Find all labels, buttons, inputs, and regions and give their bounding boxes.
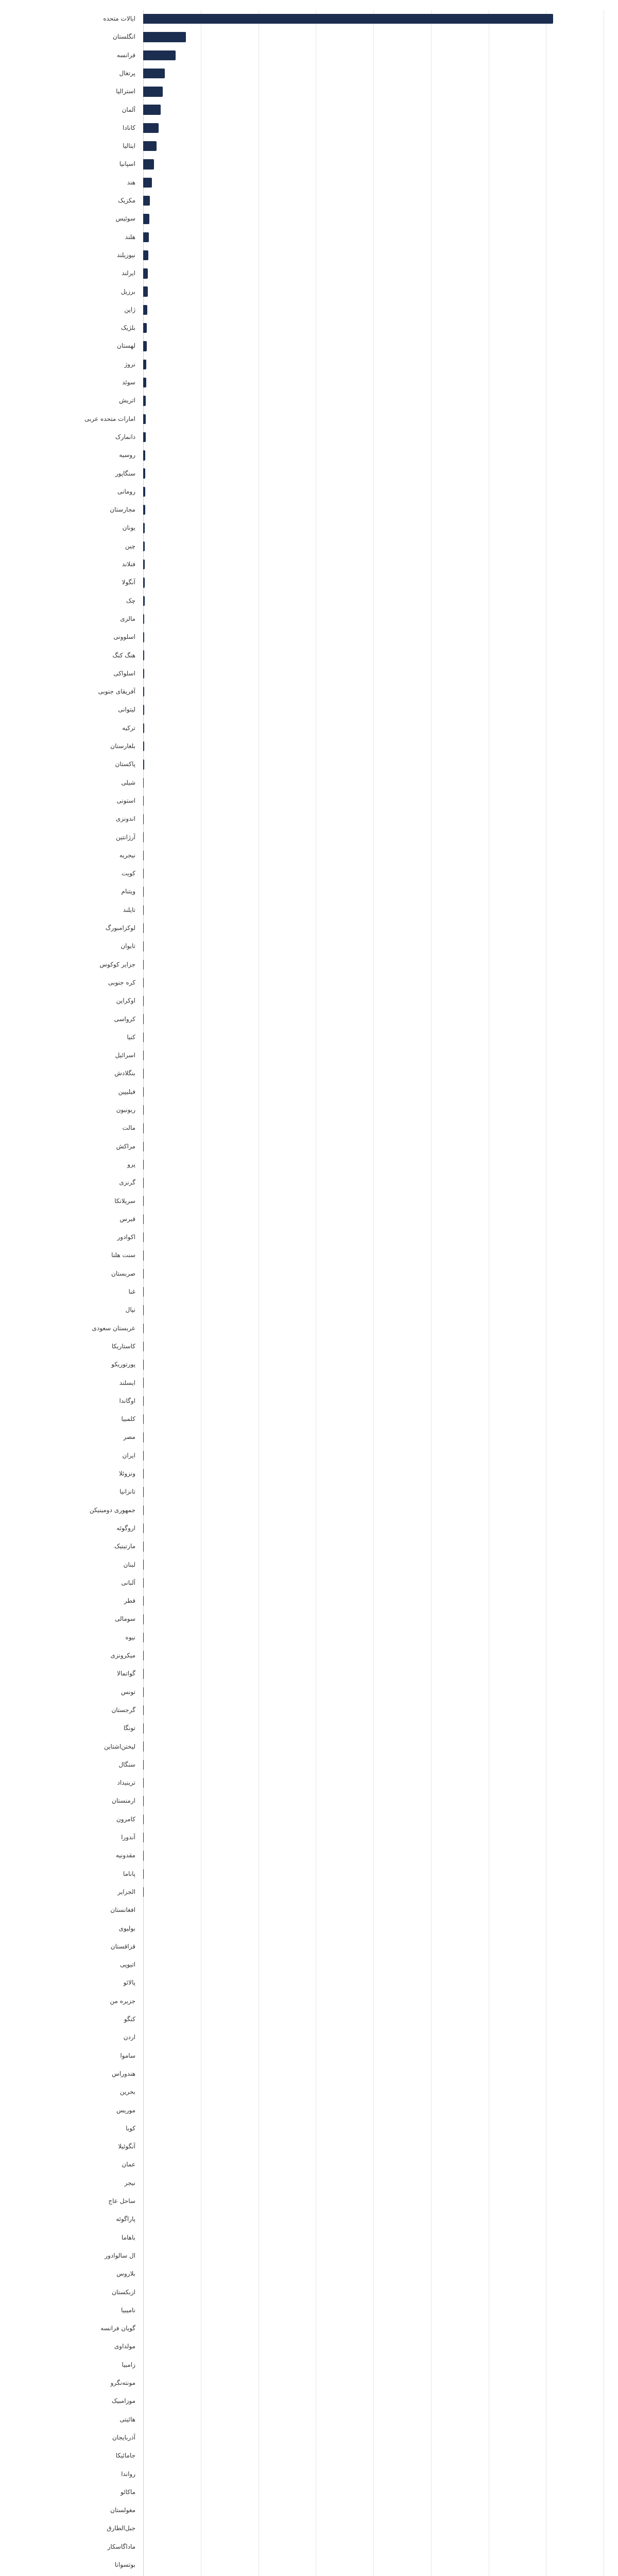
category-label: ال سالوادور bbox=[105, 2251, 135, 2259]
category-label: مولداوی bbox=[114, 2343, 135, 2350]
category-label: اسرائیل bbox=[115, 1052, 135, 1059]
category-label: نروژ bbox=[124, 360, 135, 368]
category-label: بنگلادش bbox=[114, 1070, 135, 1077]
chart-bar[interactable] bbox=[143, 432, 146, 442]
category-label: بولیوی bbox=[118, 1924, 135, 1932]
chart-bar[interactable] bbox=[143, 341, 147, 351]
category-label: کانادا bbox=[122, 124, 135, 131]
category-label: مقدونیه bbox=[116, 1852, 135, 1859]
chart-bar[interactable] bbox=[143, 578, 145, 587]
category-label: پاکستان bbox=[115, 760, 135, 768]
category-label: هند bbox=[127, 178, 135, 186]
category-label: امارات متحده عربی bbox=[84, 415, 135, 422]
category-label: سنگال bbox=[118, 1760, 135, 1768]
category-label: تایلند bbox=[123, 906, 135, 913]
category-label: ایسلند bbox=[119, 1379, 135, 1386]
category-label: مارتینیک bbox=[114, 1543, 135, 1550]
category-label: پرتغال bbox=[119, 69, 135, 77]
chart-bar[interactable] bbox=[143, 232, 149, 242]
category-label: ونزوئلا bbox=[118, 1470, 135, 1478]
chart-bar[interactable] bbox=[143, 614, 144, 624]
category-label: سومالی bbox=[115, 1615, 135, 1623]
category-label: ژاپن bbox=[124, 306, 135, 313]
chart-bar[interactable] bbox=[143, 778, 144, 788]
category-label: چین bbox=[125, 542, 135, 550]
chart-bar[interactable] bbox=[143, 105, 161, 114]
chart-bar[interactable] bbox=[143, 1105, 144, 1115]
chart-bar[interactable] bbox=[143, 159, 154, 169]
category-label: نپال bbox=[125, 1306, 135, 1314]
category-label: اوگاندا bbox=[119, 1397, 135, 1404]
chart-bar[interactable] bbox=[143, 869, 144, 878]
category-label: تایوان bbox=[121, 942, 135, 950]
category-label: آنگوئیلا bbox=[118, 2143, 135, 2150]
category-label: سوئد bbox=[122, 379, 135, 386]
chart-bar[interactable] bbox=[143, 69, 165, 78]
category-label: اندونزی bbox=[115, 815, 135, 823]
chart-bar[interactable] bbox=[143, 996, 144, 1006]
category-label: ایران bbox=[122, 1451, 135, 1459]
category-label: قطر bbox=[124, 1597, 135, 1605]
category-label: اوکراین bbox=[116, 997, 135, 1005]
category-label: کامرون bbox=[116, 1815, 135, 1823]
category-label: هلند bbox=[125, 233, 135, 241]
category-label: سنگاپور bbox=[115, 469, 135, 477]
category-label: ارمنستان bbox=[112, 1797, 135, 1805]
chart-bar[interactable] bbox=[143, 1050, 144, 1060]
category-label: آفریقای جنوبی bbox=[98, 688, 135, 696]
chart-bar[interactable] bbox=[143, 1087, 144, 1097]
chart-bar[interactable] bbox=[143, 905, 144, 915]
category-label: کنگو bbox=[124, 2015, 135, 2023]
category-label: قبرس bbox=[119, 1215, 135, 1223]
category-label: کره جنوبی bbox=[108, 978, 135, 986]
category-label: الجزایر bbox=[117, 1888, 135, 1895]
category-label: بوتسوانا bbox=[114, 2561, 135, 2569]
category-label: کوبا bbox=[126, 2124, 135, 2132]
chart-bar[interactable] bbox=[143, 450, 145, 460]
chart-bar[interactable] bbox=[143, 1160, 144, 1170]
category-label: گواتمالا bbox=[116, 1670, 135, 1677]
category-label: زامبیا bbox=[122, 2361, 135, 2368]
chart-bar[interactable] bbox=[143, 50, 176, 60]
chart-bar[interactable] bbox=[143, 978, 144, 988]
gridline bbox=[373, 10, 374, 2576]
category-label: سریلانکا bbox=[114, 1197, 135, 1205]
category-label: افغانستان bbox=[110, 1906, 135, 1914]
chart-bar[interactable] bbox=[143, 1014, 144, 1024]
category-label: پالائو bbox=[123, 1979, 135, 1987]
category-label: ایرلند bbox=[122, 269, 135, 277]
category-label: فنلاند bbox=[122, 561, 135, 568]
category-label: ویتنام bbox=[121, 888, 135, 895]
category-label: کرواسی bbox=[114, 1015, 135, 1023]
category-label: اسپانیا bbox=[119, 160, 135, 168]
category-label: آندورا bbox=[121, 1834, 135, 1841]
category-label: هندوراس bbox=[112, 2070, 135, 2077]
chart-bar[interactable] bbox=[143, 687, 144, 697]
chart-bar[interactable] bbox=[143, 832, 144, 842]
chart-bar[interactable] bbox=[143, 632, 144, 642]
chart-bar[interactable] bbox=[143, 396, 146, 405]
category-label: استونی bbox=[116, 796, 135, 804]
chart-bar[interactable] bbox=[143, 960, 144, 970]
category-label: انگلستان bbox=[112, 33, 135, 41]
category-label: فرانسه bbox=[116, 51, 135, 59]
category-label: موریس bbox=[116, 2106, 135, 2114]
category-label: تونس bbox=[121, 1688, 135, 1696]
category-label: ریونیون bbox=[116, 1106, 135, 1114]
chart-bar[interactable] bbox=[143, 723, 144, 733]
category-label: عربستان سعودی bbox=[92, 1324, 135, 1332]
chart-bar[interactable] bbox=[143, 378, 146, 387]
category-label: فیلیپین bbox=[118, 1088, 135, 1095]
category-label: ماداگاسکار bbox=[107, 2543, 135, 2550]
category-label: اسلواکی bbox=[113, 669, 135, 677]
category-label: لبنان bbox=[123, 1561, 135, 1568]
category-label: رومانی bbox=[117, 487, 135, 495]
chart-bar[interactable] bbox=[143, 814, 144, 824]
chart-bar[interactable] bbox=[143, 923, 144, 933]
chart-bar[interactable] bbox=[143, 323, 147, 333]
category-label: جامائیکا bbox=[115, 2452, 135, 2460]
chart-bar[interactable] bbox=[143, 32, 186, 42]
chart-bar[interactable] bbox=[143, 487, 145, 497]
category-label: شیلی bbox=[121, 778, 135, 786]
chart-bar[interactable] bbox=[143, 268, 148, 278]
category-label: اتریش bbox=[119, 397, 135, 404]
chart-bar[interactable] bbox=[143, 87, 163, 96]
category-label: آلبانی bbox=[121, 1579, 135, 1586]
chart-bar[interactable] bbox=[143, 650, 144, 660]
chart-bar[interactable] bbox=[143, 505, 145, 515]
category-label: روسیه bbox=[119, 451, 135, 459]
category-label: اکوادور bbox=[117, 1233, 135, 1241]
chart-bar[interactable] bbox=[143, 141, 157, 151]
chart-bar[interactable] bbox=[143, 705, 144, 715]
chart-bar[interactable] bbox=[143, 669, 144, 679]
chart-bar[interactable] bbox=[143, 596, 145, 606]
chart-bar[interactable] bbox=[143, 286, 148, 296]
category-label: آلمان bbox=[122, 106, 135, 113]
category-label: ایتالیا bbox=[123, 142, 135, 150]
category-label: تونگا bbox=[123, 1724, 135, 1732]
category-label: نیوه bbox=[125, 1633, 135, 1641]
category-label: پاراگوئه bbox=[116, 2215, 135, 2223]
category-label: آنگولا bbox=[122, 579, 135, 586]
chart-bar[interactable] bbox=[143, 541, 145, 551]
category-label: هائیتی bbox=[119, 2415, 135, 2423]
chart-bar[interactable] bbox=[143, 887, 144, 896]
chart-bar[interactable] bbox=[143, 1142, 144, 1151]
category-label: عمان bbox=[122, 2161, 135, 2168]
chart-bar[interactable] bbox=[143, 250, 148, 260]
category-label: رواندا bbox=[121, 2470, 135, 2478]
chart-bar[interactable] bbox=[143, 796, 144, 806]
category-label: گرنزی bbox=[119, 1179, 135, 1187]
category-label: بلاروس bbox=[116, 2270, 135, 2278]
category-label: صربستان bbox=[111, 1269, 135, 1277]
chart-bar[interactable] bbox=[143, 196, 150, 206]
category-label: قزاقستان bbox=[110, 1942, 135, 1950]
category-label: موزامبیک bbox=[111, 2397, 135, 2405]
category-label: لیختن‌اشتاین bbox=[104, 1742, 135, 1750]
chart-bar[interactable] bbox=[143, 1032, 144, 1042]
chart-bar[interactable] bbox=[143, 1123, 144, 1133]
category-label: گرجستان bbox=[111, 1706, 135, 1714]
category-label: اتیوپی bbox=[120, 1961, 135, 1969]
category-label bbox=[10, 2574, 135, 2576]
category-label: ترکیه bbox=[122, 724, 135, 732]
category-label: چک bbox=[126, 597, 135, 604]
chart-bar[interactable] bbox=[143, 123, 159, 133]
chart-bar[interactable] bbox=[143, 305, 147, 315]
category-label: ماکائو bbox=[121, 2488, 135, 2496]
category-label: مالت bbox=[122, 1124, 135, 1132]
gridline bbox=[431, 10, 432, 2576]
category-label: پرو bbox=[127, 1160, 135, 1168]
category-label: اسلوونی bbox=[113, 633, 135, 641]
category-label: میکرونزی bbox=[110, 1652, 135, 1659]
category-label: جمهوری دومینیکن bbox=[89, 1506, 135, 1514]
category-label: سوئیس bbox=[115, 215, 135, 223]
category-label: مالزی bbox=[120, 615, 135, 622]
category-label: غنا bbox=[128, 1288, 135, 1296]
category-label: مجارستان bbox=[110, 506, 135, 514]
category-label: برزیل bbox=[121, 287, 135, 295]
category-label: اروگوئه bbox=[116, 1524, 135, 1532]
category-label: کاستاریکا bbox=[111, 1342, 135, 1350]
category-label: تانزانیا bbox=[119, 1488, 135, 1496]
category-label: آرژانتین bbox=[116, 833, 135, 841]
category-label: پورتوریکو bbox=[111, 1361, 135, 1368]
category-label: اردن bbox=[123, 2033, 135, 2041]
category-label: کنیا bbox=[127, 1033, 135, 1041]
chart-bar[interactable] bbox=[143, 941, 144, 951]
category-label: ترینیداد bbox=[117, 1779, 135, 1787]
category-label: کویت bbox=[121, 870, 135, 877]
category-label: یونان bbox=[122, 524, 135, 532]
category-label: سنت هلنا bbox=[111, 1251, 135, 1259]
category-label: لهستان bbox=[117, 342, 135, 350]
category-label: گویان فرانسه bbox=[100, 2325, 135, 2332]
chart-bar[interactable] bbox=[143, 523, 145, 533]
category-label: نیوزیلند bbox=[116, 251, 135, 259]
category-label: ایالات متحده bbox=[103, 15, 135, 22]
chart-bar[interactable] bbox=[143, 360, 146, 369]
category-label: نامیبیا bbox=[121, 2306, 135, 2314]
category-label: لیتوانی bbox=[118, 706, 135, 714]
category-label: ساموا bbox=[120, 2052, 135, 2059]
category-label: جبل‌الطارق bbox=[107, 2524, 135, 2532]
category-label: هنگ کنگ bbox=[112, 651, 135, 659]
category-label: پاناما bbox=[123, 1870, 135, 1877]
category-label: دانمارک bbox=[115, 433, 135, 440]
category-label: لوکزامبورگ bbox=[105, 924, 135, 932]
category-label: مراکش bbox=[116, 1142, 135, 1150]
chart-bar[interactable] bbox=[143, 414, 146, 424]
category-label: جزایر کوکوس bbox=[99, 960, 135, 968]
chart-bar[interactable] bbox=[143, 560, 145, 569]
chart-bar[interactable] bbox=[143, 14, 553, 24]
chart-bar[interactable] bbox=[143, 1069, 144, 1078]
category-label: آذربایجان bbox=[112, 2433, 135, 2441]
category-label: مغولستان bbox=[110, 2506, 135, 2514]
category-label: نیجریه bbox=[119, 851, 135, 859]
chart-bar[interactable] bbox=[143, 759, 144, 769]
category-label: ساحل عاج bbox=[108, 2197, 135, 2205]
chart-bar[interactable] bbox=[143, 214, 149, 224]
category-label: مصر bbox=[123, 1433, 135, 1441]
chart-bar[interactable] bbox=[143, 468, 145, 478]
chart-bar[interactable] bbox=[143, 851, 144, 860]
category-label: بحرین bbox=[119, 2088, 135, 2096]
category-label: بلژیک bbox=[121, 324, 135, 332]
chart-bar[interactable] bbox=[143, 178, 152, 188]
category-label: باهاما bbox=[121, 2233, 135, 2241]
category-label: جزیره من bbox=[110, 1997, 135, 2005]
category-label: نیجر bbox=[124, 2179, 135, 2187]
category-label: ازبکستان bbox=[112, 2288, 135, 2296]
category-label: کلمبیا bbox=[121, 1415, 135, 1423]
category-label: مونته‌نگرو bbox=[110, 2379, 135, 2387]
chart-bar[interactable] bbox=[143, 741, 144, 751]
category-label: مکزیک bbox=[118, 197, 135, 204]
category-label: استرالیا bbox=[116, 88, 135, 95]
category-label: بلغارستان bbox=[110, 742, 135, 750]
